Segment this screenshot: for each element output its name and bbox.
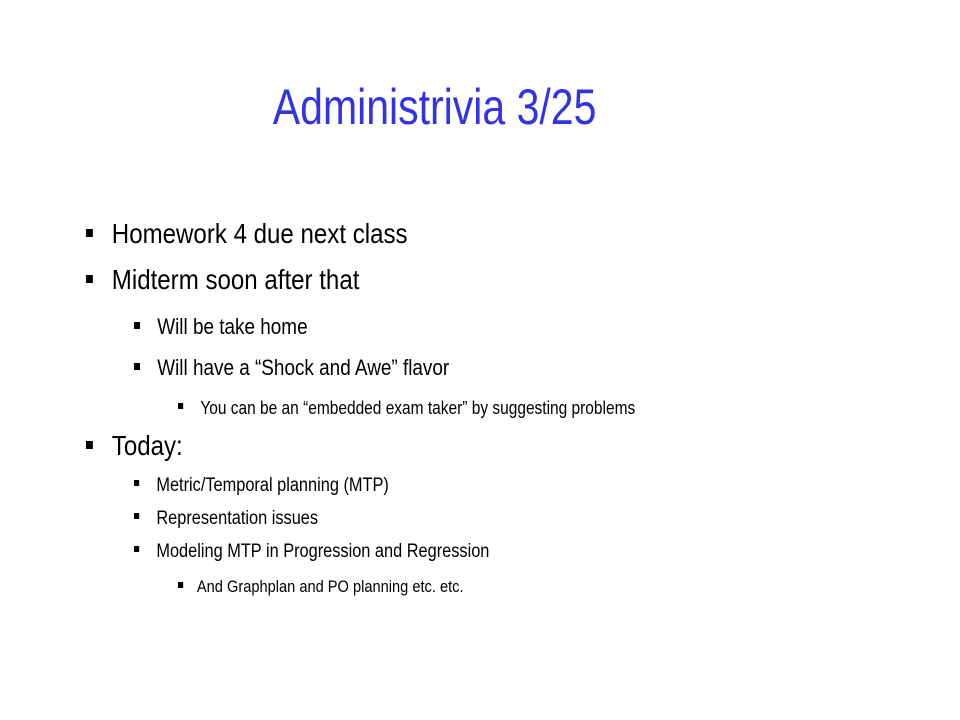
square-bullet-icon [86,441,93,449]
bullet-text: Will be take home [157,314,308,339]
bullet-text: Today: [111,430,183,461]
bullet-item [134,541,489,563]
bullet-text: Midterm soon after that [111,264,360,295]
square-bullet-icon [134,546,139,552]
bullet-text: Representation issues [156,508,319,529]
bullet-text: Will have a “Shock and Awe” flavor [157,355,450,380]
square-bullet-icon [134,480,139,486]
slide-title: Administrivia 3/25 [272,79,597,135]
bullet-item [86,430,183,462]
bullet-text: Modeling MTP in Progression and Regression [156,541,490,562]
square-bullet-icon [178,582,183,588]
bullet-item [134,475,389,497]
bullet-item [134,314,308,340]
bullet-item [134,508,318,530]
bullet-text: And Graphplan and PO planning etc. etc. [196,577,464,596]
square-bullet-icon [86,229,93,237]
bullet-item [178,398,635,419]
bullet-text: Homework 4 due next class [111,218,408,249]
bullet-item [178,577,464,597]
square-bullet-icon [134,513,139,519]
bullet-item [86,264,359,296]
square-bullet-icon [134,322,140,329]
bullet-text: Metric/Temporal planning (MTP) [156,475,389,496]
square-bullet-icon [178,403,183,409]
bullet-item [86,218,408,250]
square-bullet-icon [134,363,140,370]
bullet-item [134,355,449,381]
bullet-text: You can be an “embedded exam taker” by suggesting problems [200,398,636,418]
square-bullet-icon [86,275,93,283]
